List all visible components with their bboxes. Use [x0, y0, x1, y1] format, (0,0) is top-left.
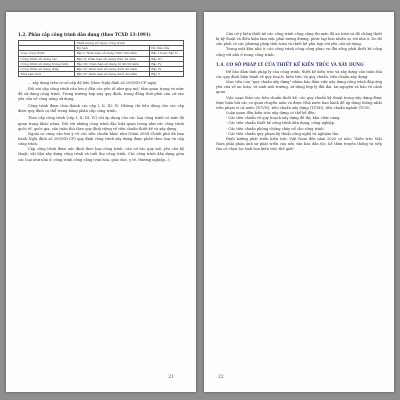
table-cell: Nhà tạm thời [19, 72, 75, 77]
list-item: - Các tiêu chuẩn về quy hoạch xây dựng đô thị, khu chức năng. [226, 116, 341, 121]
table-cell: Bậc IV [149, 61, 183, 66]
list-item: - Các tiêu chuẩn phòng chống cháy nổ cho công trình. [226, 126, 325, 131]
body-paragraph: Mục tiêu của "quy chuẩn xây dựng" nhằm bảo đảm việc xây dựng công trình đáp ứng yêu cầu về an toàn, vệ sinh môi trường, sử dụng hợp lý đất đai, tài nguyên và bảo vệ cảnh quan. [216, 80, 382, 95]
body-paragraph: Theo cấp công trình (cấp I, II, III, IV) chỉ áp dụng cho các loại công trình có mức độ quan trọng khác nhau. Đối với những công trình đặc biệt quan trọng như các công trình quốc tế, quốc gia, cần tuân thủ theo quy định riêng về tiêu chuẩn thiết kế và xây dựng. [18, 116, 184, 131]
left-section-heading: 1.2. Phân cấp công trình dân dụng (theo TCXD 13-1991) [18, 32, 151, 37]
table-row [19, 61, 184, 66]
table-cell: Công trình sử dụng thấp [19, 67, 75, 72]
body-paragraph: Trong một khu nhà ở, các công trình công cộng phục vụ đời sống phải thiết kế công cộng với nhà ở trong công trình. [216, 47, 382, 57]
body-paragraph: Ngoài ra cũng cần lưu ý về các tiêu chuẩn khác như (Năm 2004 Chính phủ đã ban hành Nghị định số 209/ND-CP) quy định công trình xây dựng được phân theo loại và cấp công trình. [18, 131, 184, 147]
table-cell: Bậc I: Niên hạn sử dụng trên 100 năm [75, 51, 150, 56]
table-cell: Loại công trình [19, 51, 75, 56]
table-cell: Bậc II: Niên hạn sử dụng trên 50 năm [75, 56, 150, 61]
table-cell: Bậc IV: Niên hạn sử dụng dưới 20 năm [75, 72, 150, 77]
table-cell: Bậc V [149, 72, 183, 77]
table-cell: Bậc IV: Niên hạn sử dụng dưới 20 năm [75, 67, 150, 72]
body-paragraph: Căn cứ ý kiến thiết kế các công trình công cộng thì mức độ an toàn và độ chống thiết bị kỹ thuật và điều kiện làm việc phải tương đương, phức tạp hơn nhiều so với nhà ở. Do đó cần phải có các phương pháp tính toán và thiết kế phù hợp với yêu cầu sử dụng. [216, 32, 382, 47]
right-page [204, 12, 394, 392]
table-row [19, 67, 184, 72]
building-classification-table [18, 40, 184, 77]
table-cell: Bậc I hoặc bậc II [149, 51, 183, 56]
table-row [19, 72, 184, 77]
list-item: - Các tiêu chuẩn quy phạm kỹ thuật công nghệ và nghiệm thu. [226, 131, 340, 136]
right-section-heading: 1.4. CƠ SỞ PHÁP LÝ CỦA THIẾT KẾ KIẾN TRÚC VÀ XÂY DỰNG [216, 61, 364, 67]
table-cell: Bậc IV [149, 67, 183, 72]
body-paragraph: Cấp công trình được xác định theo loại công trình, căn cứ vào quy mô, yêu cầu kỹ thuật, vật liệu xây dựng công trình và tuổi thọ công trình. Các công trình dân dụng gồm các loại như nhà ở, công trình công cộng (văn hóa, giáo dục, y tế, thương nghiệp...). [18, 147, 184, 162]
table-header-cell: Chất lượng sử dụng công trình [75, 41, 184, 46]
table-cell: Công trình sử dụng cao [19, 56, 75, 61]
page-number: 22 [218, 375, 224, 380]
left-page [6, 12, 196, 392]
body-paragraph: ... xây dựng trên cơ sở cấp độ bền (theo Nghị định số 209/ND-CP ngày [28, 81, 157, 86]
table-cell: Công trình sử dụng trung bình [19, 61, 75, 66]
table-row [19, 56, 184, 61]
table-header-cell: Độ bền [75, 46, 150, 51]
body-paragraph: Đối với cấp công trình cần lưu ý đến các yếu tố như quy mô, tầm quan trọng và mức độ sử dụng công trình. Trong trường hợp này quy định, trong đồng thời phải căn cứ vào yêu cầu về công năng sử dụng. [18, 86, 184, 101]
table-cell: Bậc III: Niên hạn sử dụng từ 20-50 năm [75, 61, 150, 66]
body-paragraph: Công trình được chia thành các cấp I, II, III, IV. Những chỉ tiêu dùng cho các cấp được quy định cụ thể trong bảng phân cấp công trình. [18, 104, 184, 114]
table-row [19, 51, 184, 56]
list-item: - Các tiêu chuẩn thiết kế công trình dân dụng, công nghiệp. [226, 121, 336, 126]
body-paragraph: Định hướng phát triển kiến trúc Việt Nam đến năm 2020 có nêu: "Kiến trúc Việt Nam phải phản ánh sự phát triển của nền văn hóa dân tộc, kế thừa truyền thống và tiếp thu có chọn lọc tinh hoa kiến trúc thế giới". [216, 136, 382, 152]
body-paragraph: Luận quan đến kiến trúc xây dựng có thể kể đến: [226, 111, 316, 116]
table-cell: Bậc III [149, 56, 183, 61]
table-header-cell: Độ chịu lửa [149, 46, 183, 51]
page-number: 21 [168, 375, 174, 380]
body-paragraph: Để bảo đảm tính pháp lý của công trình, thiết kế kiến trúc và xây dựng cần tuân thủ các quy định hiện hành về quy hoạch, kiến trúc và quy chuẩn, tiêu chuẩn xây dựng. [216, 69, 382, 79]
body-paragraph: Việc soạn thảo các tiêu chuẩn thiết kế, các quy chuẩn kỹ thuật trong xây dựng được thực hiện bởi các cơ quan chuyên môn và được Nhà nước ban hành để áp dụng thống nhất trên phạm vi cả nước (TCVN), tiêu chuẩn xây dựng (TCXD), tiêu chuẩn ngành (TCN). [216, 95, 382, 110]
